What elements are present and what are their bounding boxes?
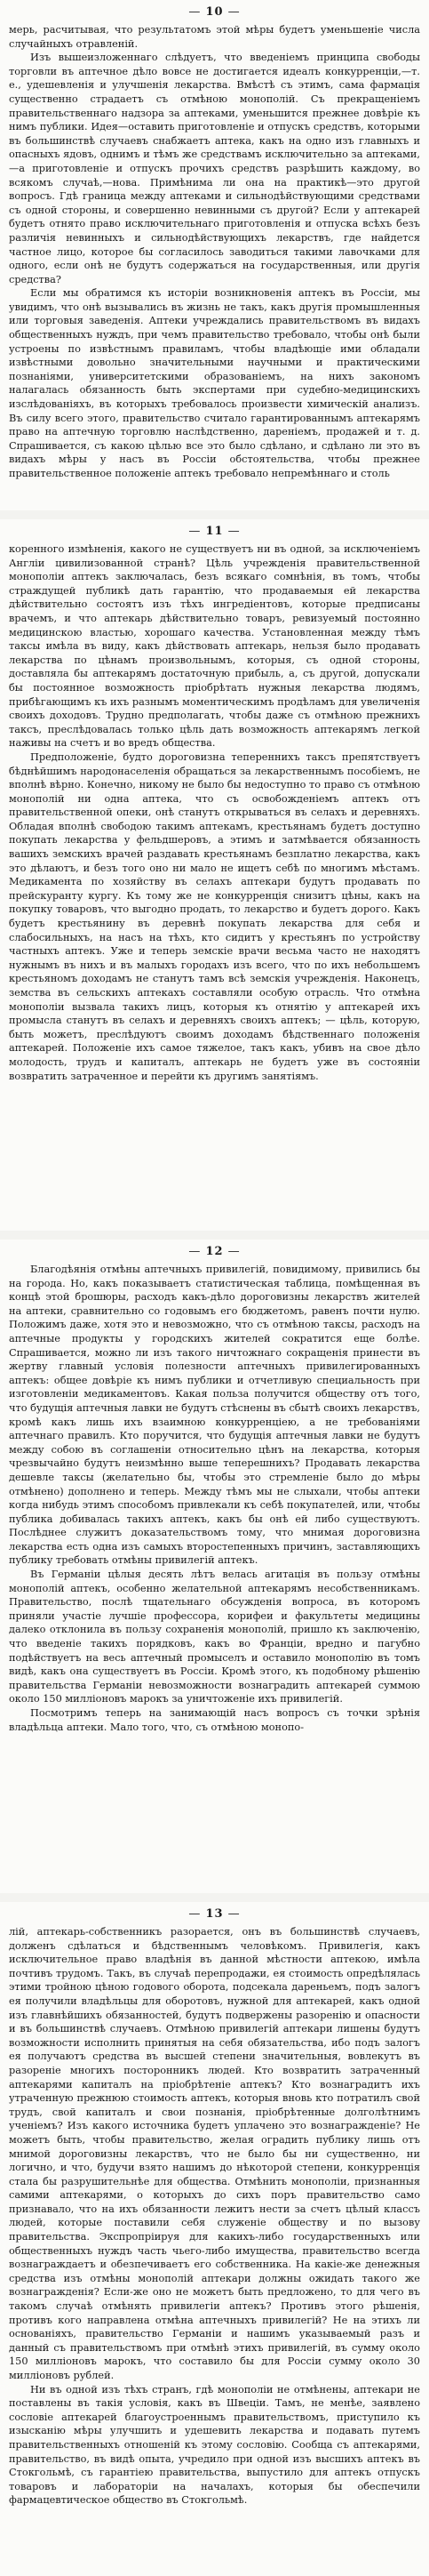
paragraph: Предположеніе, будто дороговизна тепереннихъ таксъ препятствуетъ бѣднѣйшимъ народонаселенія обращаться за лекарственнымъ пособіемъ, не вполнѣ вѣрно. Конечно, никому не было бы недоступно то право съ отмѣною монополій ни одна аптека, что съ освобожденіемъ аптекъ отъ правительственной опеки, онѣ станутъ открываться въ селахъ и деревняхъ. Обладая вполнѣ свободою такимъ аптекамъ, крестьянамъ будетъ доступно покупать лекарства у фельдшеровъ, а этимъ и затмѣвается обязанность вашихъ земскихъ врачей раздавать крестьянамъ безплатно лекарства, какъ это дѣлаютъ, и безъ того оно ни мало не ищетъ себѣ по многимъ мѣстамъ. Медикамента по хозяйству въ селахъ аптекари будутъ продавать по прейскуранту кургу. Къ тому же не конкурренція снизитъ цѣны, какъ на покупку товаровъ, что выгодно продать, то лекарство и будетъ дорого. Какъ будетъ крестьянину въ деревнѣ покупать лекарства для себя и слабосильныхъ, на насъ на тѣхъ, кто сидитъ у крестьянъ по устройству частныхъ аптекъ. Уже и теперь земскіе врачи весьма часто не находятъ нужнымъ въ нихъ и въ малыхъ городахъ изъ всего, что по ихъ небольшемъ крестьяномъ доходамъ не станутъ тамъ всѣ земскія учрежденія. Наконецъ, земства въ сельскихъ аптекахъ составляли особую отрасль. Что отмѣна монополіи вызвала такихъ лицъ, которыя къ отнятію у аптекарей ихъ промысла станутъ въ селахъ и деревняхъ своихъ аптекъ; — цѣль, которую, быть можетъ, преслѣдуютъ своимъ доходамъ бѣдственнаго положенія аптекарей. Положеніе ихъ самое тяжелое, такъ какъ, убивъ на свое дѣло молодость, трудъ и капиталъ, аптекарь не будетъ уже въ состояніи возвратить затраченное и перейти къ другимъ занятіямъ. — [9, 750, 420, 1082]
page-number: — 13 — — [0, 1902, 429, 1925]
page-number: — 12 — — [0, 1240, 429, 1263]
paragraph: Въ Германіи цѣлыя десять лѣтъ велась агитація въ пользу отмѣны монополій аптекъ, особенно желательной аптекарямъ несобственникамъ. Правительство, послѣ тщательнаго обсужденія вопроса, въ которомъ приняли участіе лучшіе профессора, корифеи и факультеты медицины далеко отклонила въ пользу сохраненія монополій, пришло къ заключенію, что введеніе такихъ порядковъ, какъ во Франціи, вредно и пагубно подѣйствуетъ на весь аптечный промыселъ и оставило монополію въ томъ видѣ, какъ она существуетъ въ Россіи. Кромѣ этого, къ подобному рѣшенію правительства Германіи невозможности вознаградить аптекарей суммою около 150 милліоновъ марокъ за уничтоженіе ихъ привилегій. — [9, 1569, 420, 1705]
paragraph: Если мы обратимся къ исторіи возникновенія аптекъ въ Россіи, мы увидимъ, что онѣ вызывались въ жизнь не такъ, какъ другія промышленныя или торговыя заведенія. Аптеки учреждались правительствомъ въ видахъ общественныхъ нуждъ, при чемъ правительство требовало, чтобы онѣ были устроены по извѣстнымъ правиламъ, чтобы владѣющіе ими обладали извѣстными довольно значительными научными и практическими познаніями, университетскими образованіемъ, на нихъ закономъ налагалась обязанность быть экспертами при судебно-медицинскихъ изслѣдованіяхъ, въ которыхъ требовалось произвести химическій анализъ. Въ силу всего этого, правительство считало гарантированнымъ аптекарямъ право на аптечную торговлю наслѣдственно, дареніемъ, продажей и т. д. Спрашивается, съ какою цѣлью все это было сдѣлано, и сдѣлано ли это въ видахъ мѣры у насъ въ Россіи обстоятельства, чтобы прежнее правительственное положеніе аптекъ требовало непремѣннаго и столь — [9, 287, 420, 479]
paragraph: коренного измѣненія, какого не существуетъ ни въ одной, за исключеніемъ Англіи цивилизованной странѣ? Цѣль учрежденія правительственной монополіи аптекъ заключалась, безъ всякаго сомнѣнія, въ томъ, чтобы страждущей публикѣ дать гарантію, что продаваемыя ей лекарства дѣйствительно состоятъ изъ тѣхъ ингредіентовъ, которые предписаны врачемъ, и что аптекарь дѣйствительно товаръ, ревизуемый постоянно медицинскою властью, хорошаго качества. Установленная между тѣмъ таксы имѣла въ виду, какъ дѣйствовать аптекарь, нельзя было продавать лекарства по цѣнамъ произвольнымъ, которыя, съ одной стороны, доставляла бы аптекарямъ достаточную прибыль, а, съ другой, допускали бы постоянное возможность пріобрѣтать нужныя лекарства людямъ, прибѣгающимъ къ ихъ разнымъ моментическимъ продѣламъ для увеличенія своихъ доходовъ. Трудно предполагать, чтобы даже съ отмѣною прежнихъ таксъ, преслѣдовалась только цѣль дать возможность аптекарямъ легкой наживы на счетъ и во вредъ общества. — [9, 543, 420, 750]
paragraph: Ни въ одной изъ тѣхъ странъ, гдѣ монополіи не отмѣнены, аптекари не поставлены въ такія условія, какъ въ Швеціи. Тамъ, не менѣе, заявлено сословіе аптекарей благоустроеннымъ правительствомъ, приступило къ изысканію мѣры улучшить и удешевить лекарства и подавать путемъ правительственныхъ отношеній къ этому сословію. Сообща съ аптекарями, правительство, въ видѣ опыта, учредило при одной изъ высшихъ аптекъ въ Стокгольмѣ, съ гарантіею правительства, выпустило для аптекъ отпускъ товаровъ и лабораторіи на началахъ, которыя бы обеспечили фармацевтическое общество въ Стокгольмѣ. — [9, 2383, 420, 2507]
paragraph: лій, аптекарь-собственникъ разорается, онъ въ большинствѣ случаевъ, долженъ сдѣлаться и бѣдственнымъ человѣкомъ. Привилегія, какъ исключительное право владѣнія въ данной мѣстности аптекою, имѣла почтивъ трудомъ. Такъ, въ случаѣ перепродажи, ея стоимость опредѣлялась этими тройною цѣною годового оборота, подсекала дареньемъ, подъ залогъ ея получили владѣльцы для оборотовъ, нужной для аптекарей, какъ одной изъ главнѣйшихъ обязанностей, будутъ подвержены разоренію и опасности и въ большинствѣ случаевъ. Отмѣною привилегій аптекари лишены будутъ возможности исполнить принятыя на себя обязательства, ибо подъ залогъ ея получаютъ средства въ высшей степени значительныя, вовлекутъ въ разореніе многихъ посторонникъ людей. Кто возвратить затраченный аптекарями капиталъ на пріобрѣтеніе аптекъ? Кто вознаградитъ ихъ утраченную прежнюю стоимость аптекъ, которыя вновь кто потратилъ свой трудъ, свой капиталъ и свои познанія, пріобрѣтенные долголѣтнимъ ученіемъ? Изъ какого источника будетъ уплачено это вознагражденіе? Не можетъ быть, чтобы правительство, желая оградить публику лишь отъ мнимой дороговизны лекарствъ, что не было бы ни существенно, ни логично, и что, будучи взято нашимъ до нѣкоторой степени, конкурренція стала бы разрушительнѣе для общества. Отмѣнить монополіи, признанныя самими аптекарями, о которыхъ до сихъ поръ правительство само признавало, что на ихъ обязанности лежитъ нести за счетъ цѣлый классъ людей, которые поставили себя служеніе обществу и по вызову правительства. Экспропріируя для какихъ-либо государственныхъ или общественныхъ нуждъ часть чьего-либо имущества, правительство всегда вознаграждаетъ и обезпечиваетъ его собственника. На какіе-же денежныя средства изъ отмѣны монополій аптекари должны ожидать такого же вознагражденія? Если-же оно не можетъ быть предложено, то для чего въ такомъ случаѣ отмѣнять привилегіи аптекъ? Противъ этого рѣшенія, противъ кого направлена отмѣна аптечныхъ привилегій? Не на этихъ ли основаніяхъ, правительство Германіи и нашимъ указываемый разъ и данный съ правительствомъ при отмѣнѣ этихъ привилегій, въ сумму около 150 милліоновъ марокъ, что составило бы для Россіи сумму около 30 милліоновъ рублей. — [9, 1926, 420, 2381]
page-12 — [0, 1240, 429, 1893]
page-edge — [0, 1893, 429, 1902]
page-10 — [0, 0, 429, 510]
page-number: — 11 — — [0, 519, 429, 542]
page-13 — [0, 1902, 429, 2576]
paragraph: Изъ вышеизложеннаго слѣдуетъ, что введеніемъ принципа свободы торговли въ аптечное дѣло вовсе не достигается идеалъ конкурренціи,—т. е., удешевленія и улучшенія лекарства. Вмѣстѣ съ этимъ, сама фармація существенно страдаетъ съ отмѣною монополій. Съ прекращеніемъ правительственнаго надзора за аптеками, уменьшится прежнее довѣріе къ нимъ публики. Идея—оставить приготовленіе и отпускъ средствъ, которыми въ большинствѣ случаевъ снабжаетъ аптека, какъ на одно изъ главныхъ и опасныхъ ядовъ, однимъ и тѣмъ же средствамъ исключительно за аптеками,—а приготовленіе и отпускъ прочихъ средствъ разрѣшить каждому, во всякомъ случаѣ,—нова. Примѣнима ли она на практикѣ—это другой вопросъ. Гдѣ граница между аптеками и сильнодѣйствующими средствами съ одной стороны, и совершенно невинными съ другой? Если у аптекарей будетъ отнято право исключительнаго приготовленія и отпуска всѣхъ безъ различія невинныхъ и сильнодѣйствующихъ лекарствъ, где найдется частное лицо, которое бы согласилось заводиться такими лавочками для одного, если онѣ не будутъ содержаться на государственныя, или другія средства? — [9, 52, 420, 285]
paragraph: Посмотримъ теперь на занимающій насъ вопросъ съ точки зрѣнія владѣльца аптеки. Мало того, что, съ отмѣною монопо- — [9, 1707, 420, 1733]
page-11 — [0, 519, 429, 1231]
page-number: — 10 — — [0, 0, 429, 23]
page-edge — [0, 1231, 429, 1240]
page-edge — [0, 510, 429, 519]
paragraph: мерь, расчитывая, что результатомъ этой мѣры будетъ уменьшеніе числа случайныхъ отравленій. — [9, 24, 420, 50]
paragraph: Благодѣянія отмѣны аптечныхъ привилегій, повидимому, привились бы на города. Но, какъ показываетъ статистическая таблица, помѣщенная въ концѣ этой брошюры, расходъ какъ-дѣло дороговизны лекарствъ жителей на аптеки, сравнительно со годовымъ его бюджетомъ, равенъ почти нулю. Положимъ даже, хотя это и невозможно, что съ отмѣною таксы, расходъ на аптечные продукты у городскихъ жителей сократится еще болѣе. Спрашивается, можно ли изъ такого ничтожнаго сокращенія принести въ жертву главный условія полезности аптечныхъ привилегированныхъ аптекъ: общее довѣріе къ нимъ публики и отчетливую специальность при изготовленіи медикаментовъ. Какая польза получится обществу отъ того, что будущія аптечныя лавки не будутъ стѣснены въ сбытѣ своихъ лекарствъ, кромѣ какъ лишь ихъ взаимною конкурренціею, а не требованіями аптечнаго правилъ. Кто поручится, что будущія аптечныя лавки не будутъ между собою въ соглашеніи относительно цѣнъ на лекарства, которыя чрезвычайно будутъ неизмѣнно выше теперешнихъ? Продавать лекарства дешевле таксы (желательно бы, чтобы это стремленіе было до мѣры отмѣнено) дополнено и теперь. Между тѣмъ мы не слыхали, чтобы аптеки когда нибудь этимъ способомъ привлекали къ себѣ покупателей, или, чтобы публика добивалась такихъ аптекъ, какъ бы онѣ ей либо существуютъ. Послѣднее служитъ доказательствомъ тому, что мнимая дороговизна лекарства есть одна изъ самыхъ второстепенныхъ причинъ, заставляющихъ публику требовать отмѣны привилегій аптекъ. — [9, 1264, 420, 1567]
